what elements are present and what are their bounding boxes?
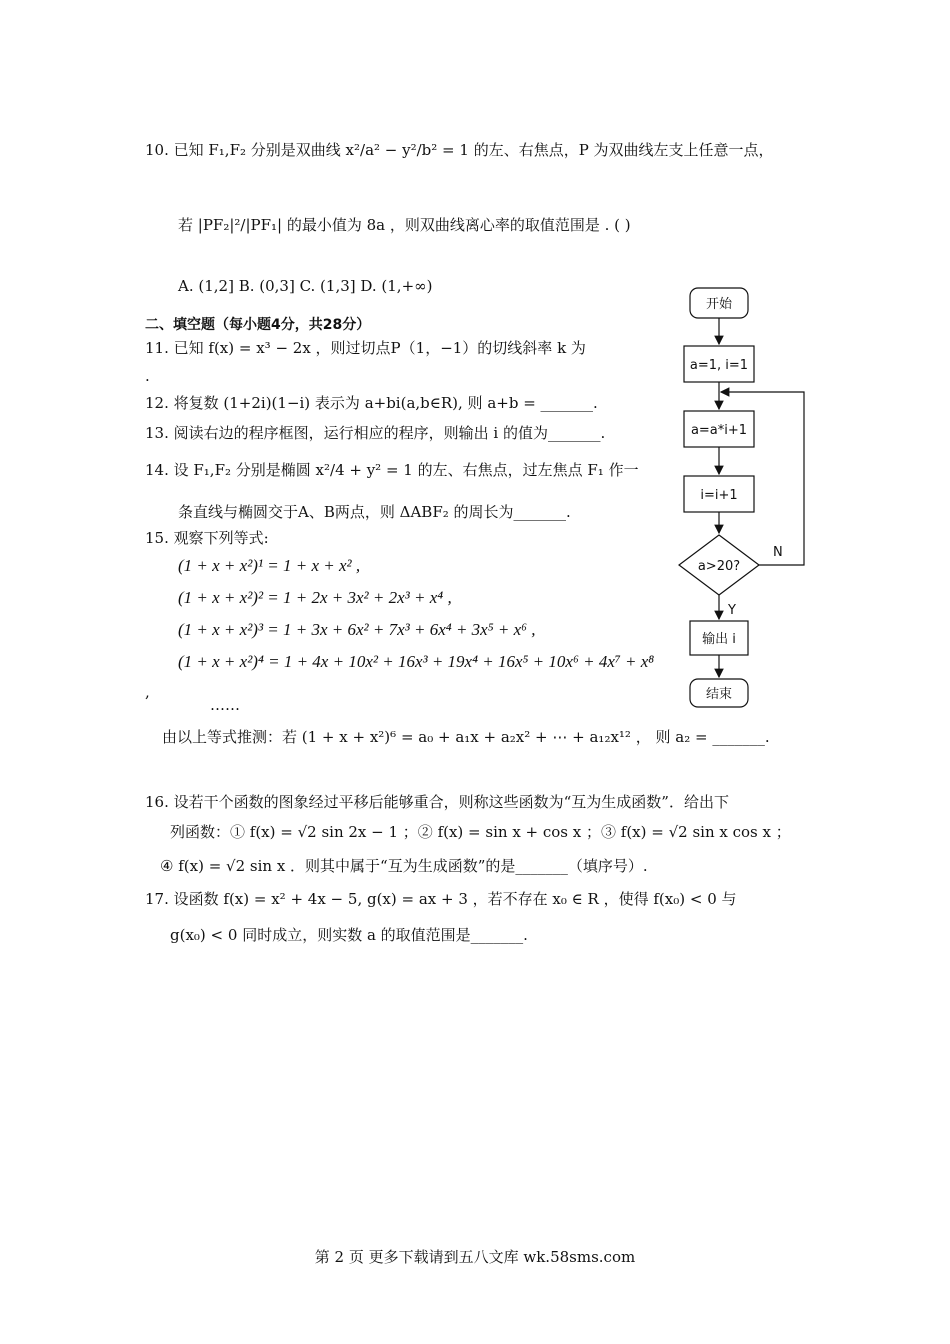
q14-line2: 条直线与椭圆交于A、B两点，则 ΔABF₂ 的周长为_______. (178, 503, 571, 521)
q16-line1: 16. 设若干个函数的图象经过平移后能够重合，则称这些函数为“互为生成函数”．给出下 (145, 793, 729, 811)
q15-eq3: (1 + x + x²)³ = 1 + 3x + 6x² + 7x³ + 6x⁴ + 3x⁵ + x⁶ , (178, 620, 536, 639)
flow-step1-label: a=a*i+1 (690, 423, 748, 438)
flow-arrow-no-loop (721, 392, 804, 565)
q15-eq2: (1 + x + x²)² = 1 + 2x + 3x² + 2x³ + x⁴ , (178, 588, 452, 607)
program-flowchart (670, 280, 820, 720)
flow-end-label: 结束 (705, 687, 733, 702)
flow-init-label: a=1, i=1 (689, 358, 749, 373)
q17-line2: g(x₀) < 0 同时成立，则实数 a 的取值范围是_______. (170, 926, 528, 944)
q11-line2: . (145, 367, 150, 385)
q16-line3: ④ f(x) = √2 sin x ．则其中属于“互为生成函数”的是_______（填序号）. (160, 857, 648, 875)
q15-intro: 15. 观察下列等式: (145, 529, 269, 547)
q17-line1: 17. 设函数 f(x) = x² + 4x − 5, g(x) = ax + 3 ，若不存在 x₀ ∈ R ，使得 f(x₀) < 0 与 (145, 890, 737, 908)
flow-step2-label: i=i+1 (700, 488, 738, 503)
q13: 13. 阅读右边的程序框图，运行相应的程序，则输出 i 的值为_______. (145, 424, 606, 442)
flow-condition-label: a>20? (697, 559, 741, 574)
page-footer: 第 2 页 更多下载请到五八文库 wk.58sms.com (314, 1248, 636, 1266)
q15-dots: …… (210, 696, 240, 714)
q10-options: A. (1,2] B. (0,3] C. (1,3] D. (1,+∞) (178, 277, 433, 295)
q15-eq4: (1 + x + x²)⁴ = 1 + 4x + 10x² + 16x³ + 19x⁴ + 16x⁵ + 10x⁶ + 4x⁷ + x⁸ (178, 652, 655, 671)
q10-line1: 10. 已知 F₁,F₂ 分别是双曲线 x²/a² − y²/b² = 1 的左、右焦点，P 为双曲线左支上任意一点， (145, 141, 774, 159)
q16-line2: 列函数：① f(x) = √2 sin 2x − 1 ；② f(x) = sin x + cos x ；③ f(x) = √2 sin x cos x ； (170, 823, 791, 841)
flow-output-label: 输出 i (702, 632, 736, 647)
q11-line1: 11. 已知 f(x) = x³ − 2x ，则过切点P（1，−1）的切线斜率 k 为 (145, 339, 586, 357)
q12: 12. 将复数 (1+2i)(1−i) 表示为 a+bi(a,b∈R), 则 a+b = _______. (145, 394, 598, 412)
flow-start-label: 开始 (705, 297, 733, 312)
q14-line1: 14. 设 F₁,F₂ 分别是椭圆 x²/4 + y² = 1 的左、右焦点，过左焦点 F₁ 作一 (145, 461, 639, 479)
q15-comma: , (145, 683, 150, 701)
flow-yes-label: Y (728, 603, 736, 618)
section2-title: 二、填空题（每小题4分，共28分） (145, 317, 371, 333)
q15-conclusion: 由以上等式推测：若 (1 + x + x²)⁶ = a₀ + a₁x + a₂x² + ⋯ + a₁₂x¹² ， 则 a₂ = _______. (162, 728, 770, 746)
q10-line2: 若 |PF₂|²/|PF₁| 的最小值为 8a ，则双曲线离心率的取值范围是 . ( ) (178, 216, 631, 234)
q15-eq1: (1 + x + x²)¹ = 1 + x + x² , (178, 556, 361, 575)
flow-no-label: N (773, 545, 783, 560)
